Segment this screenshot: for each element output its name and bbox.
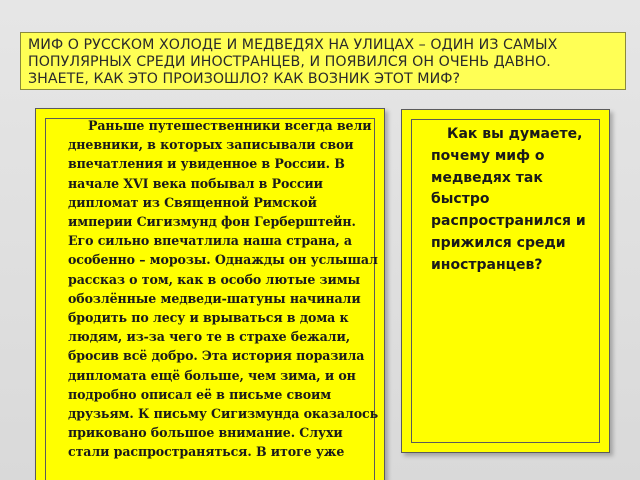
left-box-text: Раньше путешественники всегда вели дневники, в которых записывали свои впечатления и увиденное в России. В начале XVI века побывал в России дипломат из Священной Римской империи Сигизмунд фон Герберштейн. Его сильно впечатлила наша страна, а особенно – морозы. Однажды он услышал рассказ о том, как в особо лютые зимы обозлённые медведи-шатуны начинали бродить по лесу и врываться в дома к людям, из-за чего те в страхе бежали, бросив всё добро. Эта история поразила дипломата ещё больше, чем зима, и он подробно описал её в письме своим друзьям. К письму Сигизмунда оказалось приковано большое внимание. Слухи стали распространяться. В итоге уже <box>68 118 379 460</box>
slide-title-box <box>20 32 626 90</box>
slide-title-line-1: МИФ О РУССКОМ ХОЛОДЕ И МЕДВЕДЯХ НА УЛИЦАХ – ОДИН ИЗ САМЫХ <box>28 37 558 53</box>
slide-title-line-2: ПОПУЛЯРНЫХ СРЕДИ ИНОСТРАНЦЕВ, И ПОЯВИЛСЯ ОН ОЧЕНЬ ДАВНО. <box>28 54 551 70</box>
slide-title-line-3: ЗНАЕТЕ, КАК ЭТО ПРОИЗОШЛО? КАК ВОЗНИК ЭТОТ МИФ? <box>28 71 461 87</box>
slide-title <box>28 37 619 88</box>
right-box-question: Как вы думаете, почему миф о медведях так быстро распространился и прижился среди иностранцев? <box>431 126 586 273</box>
